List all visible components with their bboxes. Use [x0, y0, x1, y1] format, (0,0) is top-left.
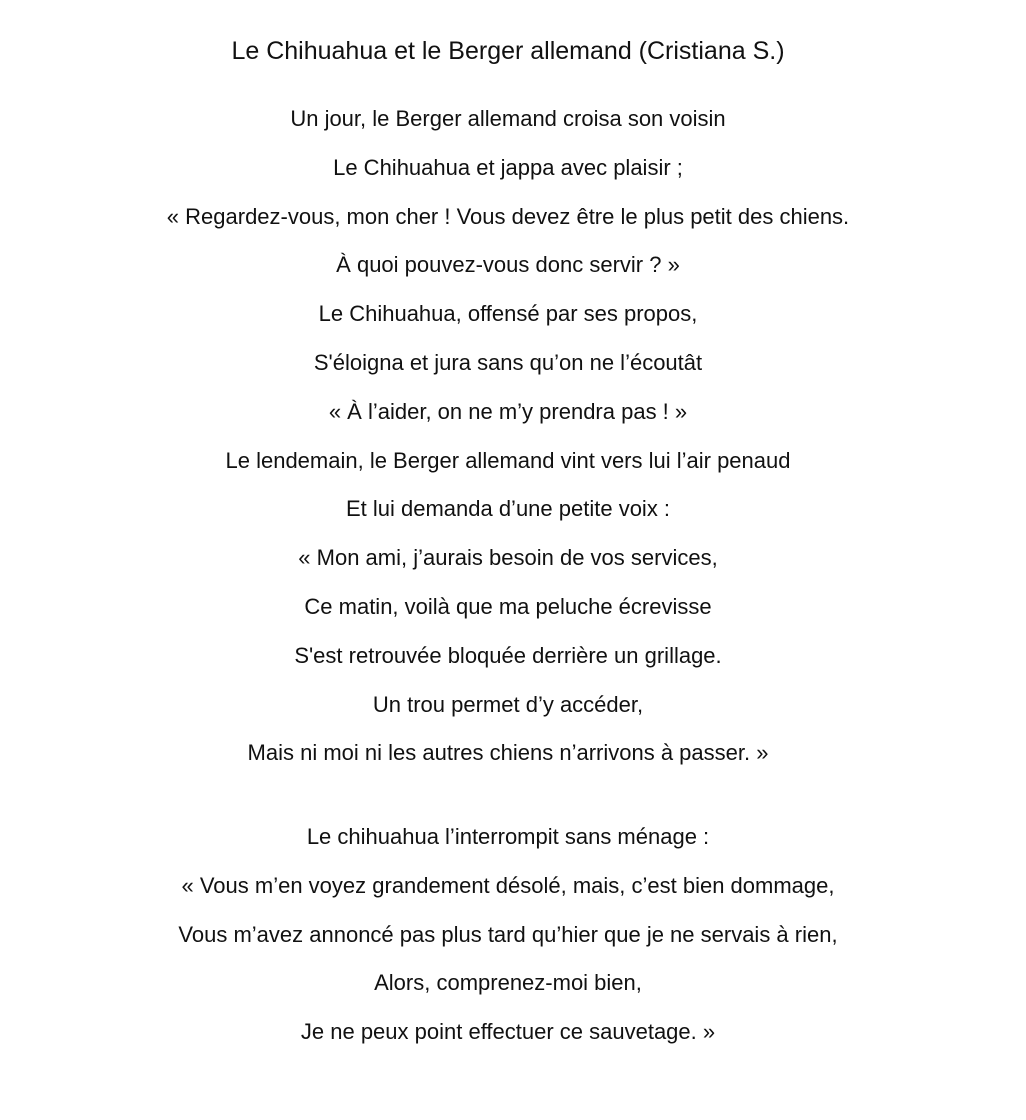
poem-line: Alors, comprenez-moi bien,: [374, 970, 642, 996]
poem-line: Un trou permet d’y accéder,: [372, 691, 644, 717]
poem-line: Vous m’avez annoncé pas plus tard qu’hier que je ne servais à rien,: [178, 921, 838, 947]
poem-line: « Mon ami, j’aurais besoin de vos services,: [298, 545, 718, 571]
poem-title: Le Chihuahua et le Berger allemand (Cristiana S.): [231, 37, 785, 65]
poem-line: Et lui demanda d’une petite voix :: [345, 496, 671, 522]
poem-line: « Vous m’en voyez grandement désolé, mais, c’est bien dommage,: [181, 872, 835, 898]
poem-line: « Regardez-vous, mon cher ! Vous devez être le plus petit des chiens.: [166, 203, 850, 229]
poem-line: À quoi pouvez-vous donc servir ? »: [336, 252, 680, 278]
poem-line: Un jour, le Berger allemand croisa son voisin: [290, 106, 726, 131]
poem-line: S'est retrouvée bloquée derrière un grillage.: [294, 642, 722, 668]
poem-line: Le Chihuahua, offensé par ses propos,: [318, 301, 698, 327]
poem-line: Ce matin, voilà que ma peluche écrevisse: [304, 593, 712, 619]
poem-line: Le chihuahua l’interrompit sans ménage :: [306, 824, 710, 849]
poem-line: Je ne peux point effectuer ce sauvetage. »: [300, 1019, 716, 1045]
poem-line: « À l’aider, on ne m’y prendra pas ! »: [328, 398, 688, 424]
poem-line: Le Chihuahua et jappa avec plaisir ;: [333, 154, 683, 180]
poem-line: Mais ni moi ni les autres chiens n’arrivons à passer. »: [247, 740, 769, 766]
poem-line: Le lendemain, le Berger allemand vint vers lui l’air penaud: [225, 447, 791, 473]
poem-line: S'éloigna et jura sans qu’on ne l’écoutât: [313, 349, 703, 375]
stanza-2: [0, 820, 1016, 1064]
stanza-1: [0, 102, 1016, 785]
